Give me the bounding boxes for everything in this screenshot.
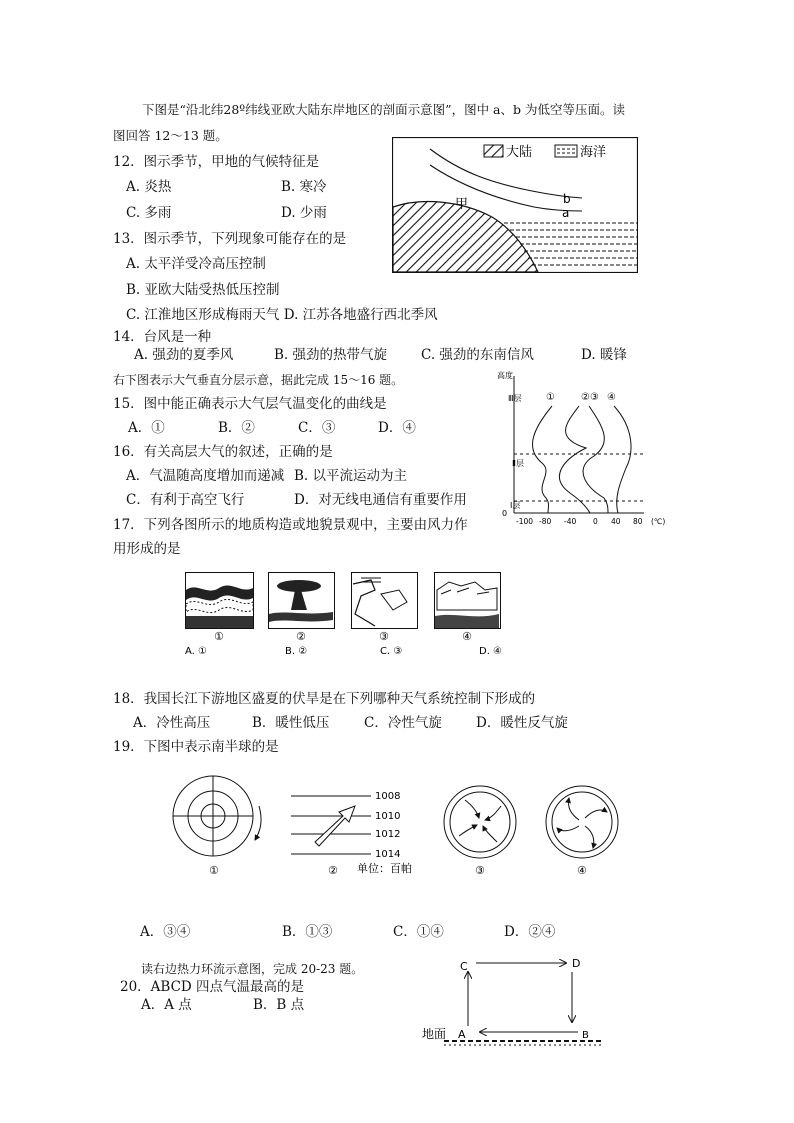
point-a: A (458, 1028, 466, 1041)
coastal-cliff-picture (435, 573, 501, 629)
pic-3-label: ③ (379, 630, 389, 643)
isobar-lines-2 (291, 796, 371, 854)
q18-option-c[interactable]: C．冷性气旋 (364, 715, 442, 731)
isobar-value-1010: 1010 (375, 811, 401, 822)
legend-sea: 海洋 (580, 145, 607, 160)
q12-stem: 12．图示季节，甲地的气候特征是 (113, 154, 320, 170)
q16-stem: 16．有关高层大气的叙述，正确的是 (113, 444, 333, 460)
layer-1-label: Ⅰ层 (510, 501, 521, 510)
point-b: B (582, 1030, 589, 1041)
point-c: C (460, 960, 468, 973)
x-tick: -80 (539, 517, 552, 526)
label-b: b (563, 192, 571, 206)
curve-4 (614, 406, 631, 513)
label-jia: 甲 (455, 197, 469, 212)
isobar-value-1014: 1014 (375, 849, 401, 860)
diagram-1-label: ① (209, 864, 219, 877)
x-tick: 40 (611, 517, 621, 526)
q19-stem: 19．下图中表示南半球的是 (113, 739, 279, 755)
label-a: a (562, 206, 570, 220)
q17-stem-2: 用形成的是 (113, 541, 181, 557)
x-tick: -40 (564, 517, 577, 526)
q17-option-a[interactable]: A. ① (185, 646, 207, 657)
q18-option-b[interactable]: B．暖性低压 (252, 715, 330, 731)
q14-stem: 14．台风是一种 (113, 329, 212, 345)
q14-option-b[interactable]: B. 强劲的热带气旋 (274, 347, 388, 363)
x-tick: 80 (633, 517, 643, 526)
curve-1 (533, 406, 552, 513)
atmosphere-layers-diagram (494, 368, 680, 530)
q14-option-c[interactable]: C. 强劲的东南信风 (421, 347, 534, 363)
q12-option-d[interactable]: D. 少雨 (281, 205, 327, 221)
q15-option-c[interactable]: C．③ (298, 420, 336, 436)
q20-option-b[interactable]: B．B 点 (253, 997, 305, 1013)
x-tick: (℃) (651, 517, 666, 526)
q16-option-c[interactable]: C．有利于高空飞行 (126, 492, 245, 508)
folded-strata-picture (186, 573, 254, 629)
q19-option-b[interactable]: B．①③ (282, 924, 333, 940)
x-tick: -100 (516, 517, 534, 526)
q18-option-a[interactable]: A．冷性高压 (133, 715, 211, 731)
pic-1-label: ① (214, 630, 224, 643)
q12-option-b[interactable]: B. 寒冷 (281, 179, 327, 195)
legend-land: 大陆 (506, 145, 533, 160)
q17-option-d[interactable]: D. ④ (479, 646, 503, 657)
q17-option-b[interactable]: B. ② (285, 646, 308, 657)
profile-diagram (392, 137, 638, 273)
river-valley-picture (352, 573, 418, 629)
q16-option-b[interactable]: B. 以平流运动为主 (294, 468, 408, 484)
q15-option-a[interactable]: A．① (128, 420, 165, 436)
layer-2-label: Ⅱ层 (512, 459, 524, 468)
q16-option-a[interactable]: A．气温随高度增加而递减 (126, 468, 285, 484)
intro-line-2: 图回答 12～13 题。 (113, 128, 228, 143)
mushroom-rock-picture (269, 573, 335, 629)
q20-stem: 20．ABCD 四点气温最高的是 (120, 979, 305, 995)
point-d: D (572, 957, 581, 970)
isobar-circles-1 (173, 776, 261, 856)
intro-line-1: 下图是“沿北纬28º纬线亚欧大陆东岸地区的剖面示意图”，图中 a、b 为低空等压面。读 (142, 102, 625, 117)
q12-option-a[interactable]: A. 炎热 (126, 179, 172, 195)
layer-3-label: Ⅲ层 (508, 394, 522, 403)
isobar-value-1008: 1008 (375, 791, 401, 802)
intro-3: 读右边热力环流示意图，完成 20-23 题。 (141, 962, 364, 976)
y-axis-label: 高度 (497, 371, 513, 380)
pic-2-label: ② (296, 630, 306, 643)
origin-label: 0 (502, 509, 508, 518)
cyclone-diagram-3 (444, 786, 516, 858)
x-tick: 0 (593, 517, 598, 526)
q13-stem: 13．图示季节，下列现象可能存在的是 (113, 231, 347, 247)
anticyclone-diagram-4 (546, 786, 618, 858)
q19-option-d[interactable]: D．②④ (504, 924, 556, 940)
q15-stem: 15．图中能正确表示大气层气温变化的曲线是 (113, 396, 387, 412)
diagram-4-label: ④ (577, 864, 587, 877)
q14-option-d[interactable]: D. 暖锋 (581, 347, 627, 363)
q19-pressure-diagrams (165, 770, 630, 885)
q19-option-a[interactable]: A．③④ (140, 924, 191, 940)
isobar-value-1012: 1012 (375, 829, 401, 840)
q15-option-b[interactable]: B．② (218, 420, 255, 436)
curve-3 (583, 406, 608, 513)
q19-option-c[interactable]: C．①④ (393, 924, 444, 940)
thermal-circulation-diagram (420, 950, 610, 1050)
q18-option-d[interactable]: D．暖性反气旋 (476, 715, 568, 731)
curve-4-label: ④ (607, 392, 616, 403)
unit-label: 单位：百帕 (357, 862, 412, 875)
q13-option-a[interactable]: A. 太平洋受冷高压控制 (126, 256, 266, 272)
pic-4-label: ④ (462, 630, 472, 643)
curve-1-label: ① (546, 392, 555, 403)
q13-option-b[interactable]: B. 亚欧大陆受热低压控制 (126, 282, 280, 298)
q13-option-cd[interactable]: C. 江淮地区形成梅雨天气 D. 江苏各地盛行西北季风 (126, 307, 438, 323)
diagram-2-label: ② (328, 864, 338, 877)
ground-label: 地面 (422, 1027, 447, 1041)
q15-option-d[interactable]: D．④ (378, 420, 416, 436)
diagram-3-label: ③ (475, 864, 485, 877)
q20-option-a[interactable]: A．A 点 (141, 997, 192, 1013)
q17-option-c[interactable]: C. ③ (380, 646, 403, 657)
q14-option-a[interactable]: A. 强劲的夏季风 (134, 347, 234, 363)
q17-stem-1: 17．下列各图所示的地质构造或地貌景观中，主要由风力作 (113, 517, 468, 533)
curve-2 (559, 406, 590, 513)
q16-option-d[interactable]: D．对无线电通信有重要作用 (294, 492, 467, 508)
intro-2: 右下图表示大气垂直分层示意，据此完成 15～16 题。 (113, 373, 404, 387)
curve-23-label: ②③ (581, 392, 599, 403)
q18-stem: 18．我国长江下游地区盛夏的伏旱是在下列哪种天气系统控制下形成的 (113, 691, 536, 707)
q17-pictures (185, 570, 510, 660)
q12-option-c[interactable]: C. 多雨 (126, 205, 172, 221)
